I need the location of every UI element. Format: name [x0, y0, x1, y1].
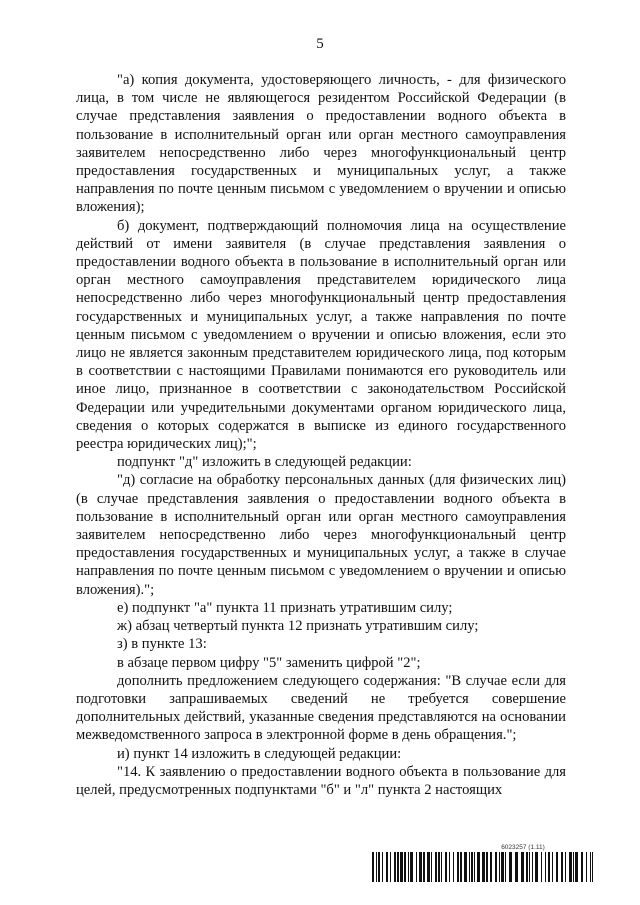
barcode-bar: [548, 852, 550, 882]
barcode-bar: [505, 852, 506, 882]
barcode-bar: [501, 852, 504, 882]
paragraph-item-zh: ж) абзац четвертый пункта 12 признать утратившим силу;: [117, 618, 479, 635]
barcode-bar: [521, 852, 524, 882]
barcode-bar: [372, 852, 374, 882]
barcode-bar: [445, 852, 447, 882]
barcode-bar: [416, 852, 417, 882]
barcode-bar: [435, 852, 437, 882]
barcode-bar: [499, 852, 500, 882]
paragraph-item-z: з) в пункте 13:: [117, 636, 207, 653]
paragraph-item-d: "д) согласие на обработку персональных данных (для физических лиц) (в случае представления заявления о предоставлении водного объекта в пользование в исполнительный орган или орган местного самоуправления заявителем непосредственно либо через многофункциональный центр предоставления государственных и муниципальных услуг, а также в случае направления по почте ценным письмом с уведомлением о вручении и описью вложения).";: [76, 472, 566, 598]
barcode-bar: [464, 852, 467, 882]
paragraph-item-a: "а) копия документа, удостоверяющего личность, - для физического лица, в том числе не являющегося резидентом Российской Федерации (в случае представления заявления о предоставлении водного объекта в пользование в исполнительный орган или орган местного самоуправления заявителем непосредственно либо через многофункциональный центр предоставления государственных и муниципальных услуг, а также направления по почте ценным письмом с уведомлением о вручении и описью вложения);: [76, 72, 566, 216]
barcode-bar: [438, 852, 440, 882]
barcode-bar: [565, 852, 566, 882]
barcode-code: 6023257 (1.11): [501, 844, 545, 851]
barcode-block: [372, 844, 594, 882]
barcode-bar: [556, 852, 558, 882]
barcode-bar: [453, 852, 454, 882]
barcode-bar: [529, 852, 530, 882]
barcode-bar: [423, 852, 425, 882]
barcode-bar: [408, 852, 409, 882]
barcode-bar: [419, 852, 422, 882]
barcode-bar: [394, 852, 396, 882]
barcode-bar: [482, 852, 485, 882]
page-number: 5: [316, 36, 324, 52]
barcode-bar: [541, 852, 542, 882]
barcode-bar: [509, 852, 512, 882]
barcode-bar: [575, 852, 578, 882]
barcode-bar: [545, 852, 546, 882]
barcode-bar: [410, 852, 413, 882]
barcode-bar: [535, 852, 538, 882]
barcode-bar: [515, 852, 518, 882]
barcode: [372, 852, 594, 882]
barcode-bar: [471, 852, 473, 882]
barcode-bar: [586, 852, 587, 882]
barcode-bar: [569, 852, 572, 882]
barcode-bar: [573, 852, 574, 882]
barcode-bar: [486, 852, 488, 882]
barcode-bar: [431, 852, 432, 882]
barcode-bar: [552, 852, 553, 882]
barcode-bar: [386, 852, 388, 882]
document-body: [76, 71, 566, 799]
barcode-bar: [590, 852, 591, 882]
barcode-bar: [382, 852, 383, 882]
barcode-bar: [581, 852, 583, 882]
barcode-bar: [404, 852, 406, 882]
barcode-bar: [469, 852, 470, 882]
barcode-bar: [526, 852, 528, 882]
barcode-bar: [397, 852, 399, 882]
barcode-bar: [532, 852, 533, 882]
barcode-bar: [490, 852, 492, 882]
barcode-bar: [561, 852, 563, 882]
barcode-bar: [378, 852, 380, 882]
barcode-bar: [477, 852, 480, 882]
barcode-bar: [441, 852, 442, 882]
paragraph-item-14: "14. К заявлению о предоставлении водного объекта в пользование для целей, предусмотренных подпунктами "б" и "л" пункта 2 настоящих: [76, 763, 566, 798]
paragraph-subitem-d-intro: подпункт "д" изложить в следующей редакции:: [117, 454, 412, 471]
paragraph-item-z-addition: дополнить предложением следующего содержания: "В случае если для подготовки запрашиваемых сведений не требуется совершение дополнительных действий, указанные сведения представляются на основании межведомственного запроса в электронной форме в день обращения.";: [76, 672, 566, 744]
paragraph-item-i: и) пункт 14 изложить в следующей редакции:: [117, 745, 402, 762]
barcode-bar: [460, 852, 462, 882]
barcode-bar: [400, 852, 403, 882]
barcode-bar: [592, 852, 593, 882]
barcode-bar: [376, 852, 377, 882]
barcode-bar: [390, 852, 391, 882]
barcode-bar: [427, 852, 430, 882]
paragraph-item-z-first: в абзаце первом цифру "5" заменить цифрой "2";: [117, 654, 421, 671]
paragraph-item-e: е) подпункт "а" пункта 11 признать утратившим силу;: [117, 599, 453, 616]
paragraph-item-b: б) документ, подтверждающий полномочия лица на осуществление действий от имени заявителя (в случае представления заявления о предоставлении водного объекта в пользование в исполнительный орган или орган местного самоуправления представителем юридического лица непосредственно либо через многофункциональный центр предоставления государственных и муниципальных услуг, а также направления по почте ценным письмом с уведомлением о вручении и описью вложения, если это лицо не является законным представителем юридического лица, под которым в соответствии с настоящими Правилами понимаются его руководитель или иное лицо, признанное в соответствии с законодательством Российской Федерации или учредительными документами органом юридического лица, сведения о которых содержатся в выписке из единого государственного реестра юридических лиц);";: [76, 217, 566, 453]
barcode-bar: [457, 852, 459, 882]
barcode-bar: [474, 852, 475, 882]
barcode-bar: [449, 852, 450, 882]
barcode-bar: [495, 852, 497, 882]
